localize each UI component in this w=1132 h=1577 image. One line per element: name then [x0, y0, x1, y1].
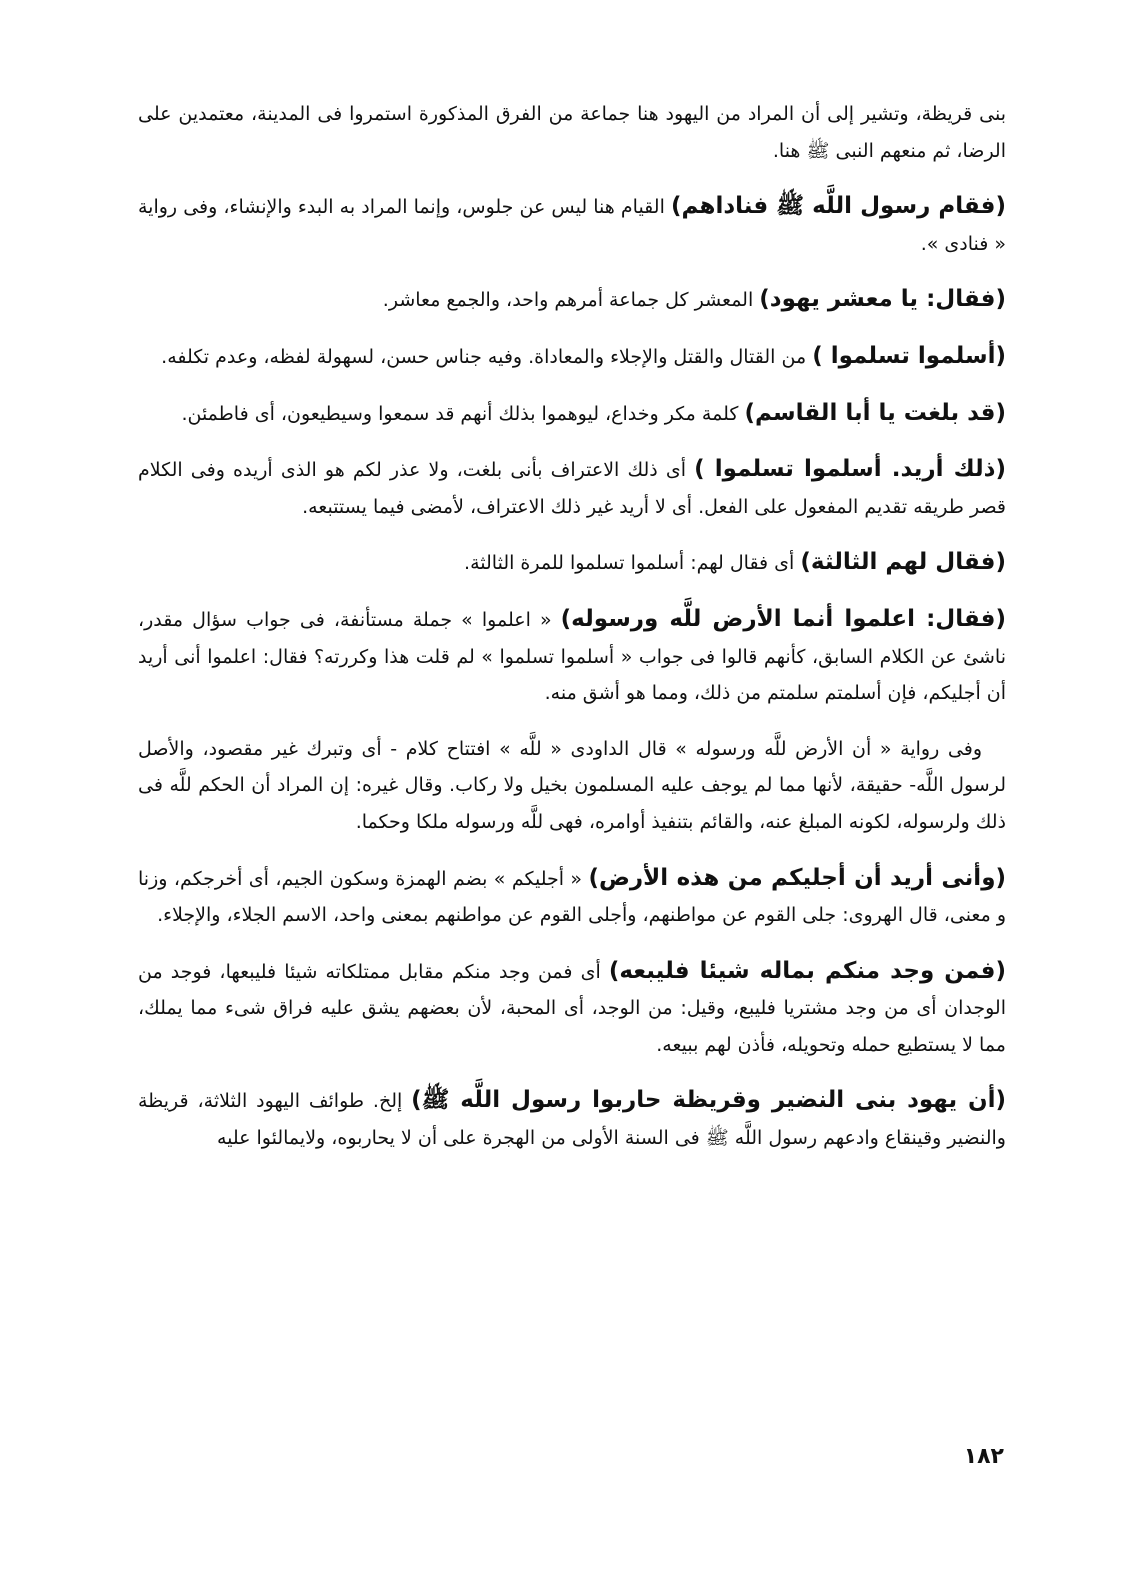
lemma-heading: (فقال لهم الثالثة) [800, 549, 1006, 576]
paragraph-11 [138, 953, 1006, 1064]
paragraph-6 [138, 451, 1006, 525]
paragraph-text: أى فقال لهم: أسلموا تسلموا للمرة الثالثة. [464, 552, 801, 575]
paragraph-text: كلمة مكر وخداع، ليوهموا بذلك أنهم قد سمعوا وسيطيعون، أى فاطمئن. [181, 402, 745, 425]
lemma-heading: (أسلموا تسلموا ) [812, 342, 1006, 369]
paragraph-9 [138, 731, 1006, 841]
paragraph-text: « اعلموا » جملة مستأنفة، فى جواب سؤال مقدر، ناشئ عن الكلام السابق، كأنهم قالوا فى جواب « أسلموا تسلموا » لم قلت هذا وكررته؟ فقال: اعلموا أنى أريد أن أجليكم، فإن أسلمتم سلمتم من ذلك، ومما هو أشق منه. [138, 608, 1006, 705]
paragraph-text: أى ذلك الاعتراف بأنى بلغت، ولا عذر لكم هو الذى أريده وفى الكلام قصر طريقه تقديم المفعول على الفعل. أى لا أريد غير ذلك الاعتراف، لأمضى فيما يستتبعه. [138, 459, 1006, 518]
paragraph-1 [138, 96, 1006, 169]
lemma-heading: (ذلك أريد. أسلموا تسلموا ) [694, 456, 1006, 483]
paragraph-10 [138, 860, 1006, 934]
lemma-heading: (فقال: يا معشر يهود) [759, 286, 1006, 313]
lemma-heading: (قد بلغت يا أبا القاسم) [744, 399, 1006, 426]
lemma-heading: (وأنى أريد أن أجليكم من هذه الأرض) [588, 864, 1006, 891]
paragraph-text: القيام هنا ليس عن جلوس، وإنما المراد به البدء والإنشاء، وفى رواية « فنادى ». [138, 196, 1006, 255]
paragraph-text: وفى رواية « أن الأرض للَّه ورسوله » قال الداودى « للَّه » افتتاح كلام - أى وتبرك غير مقصود، والأصل لرسول اللَّه- حقيقة، لأنها مما لم يوجف عليه المسلمون بخيل ولا ركاب. وقال غيره: إن المراد أن الحكم للَّه فى ذلك ولرسوله، لكونه المبلغ عنه، والقائم بتنفيذ أوامره، فهى للَّه ورسوله ملكا وحكما. [138, 737, 1006, 833]
lemma-heading: (فقال: اعلموا أنما الأرض للَّه ورسوله) [560, 605, 1006, 632]
lemma-heading: (فمن وجد منكم بماله شيئا فليبعه) [608, 957, 1006, 984]
lemma-heading: (فقام رسول اللَّه ﷺ فناداهم) [670, 193, 1006, 220]
paragraph-7 [138, 544, 1006, 582]
paragraph-text: « أجليكم » بضم الهمزة وسكون الجيم، أى أخرجكم، وزنا و معنى، قال الهروى: جلى القوم عن مواطنهم، وأجلى القوم عن مواطنهم بمعنى واحد، الاسم الجلاء، والإجلاء. [138, 867, 1006, 927]
paragraph-text: بنى قريظة، وتشير إلى أن المراد من اليهود هنا جماعة من الفرق المذكورة استمروا فى المدينة، معتمدين على الرضا، ثم منعهم النبى ﷺ هنا. [138, 103, 1006, 162]
paragraph-text: إلخ. طوائف اليهود الثلاثة، قريظة والنضير وقينقاع وادعهم رسول اللَّه ﷺ فى السنة الأولى من الهجرة على أن لا يحاربوه، ولايمالئوا عليه [138, 1090, 1006, 1150]
page-number: ١٨٢ [963, 1444, 1004, 1469]
paragraph-text: المعشر كل جماعة أمرهم واحد، والجمع معاشر. [382, 289, 760, 312]
paragraph-5 [138, 395, 1006, 433]
body-text [138, 96, 1006, 1176]
lemma-heading: (أن يهود بنى النضير وقريظة حاربوا رسول اللَّه ﷺ) [411, 1087, 1007, 1114]
paragraph-2 [138, 188, 1006, 262]
paragraph-12 [138, 1082, 1006, 1156]
paragraph-3 [138, 281, 1006, 319]
paragraph-8 [138, 601, 1006, 712]
paragraph-text: من القتال والقتل والإجلاء والمعاداة. وفيه جناس حسن، لسهولة لفظه، وعدم تكلفه. [161, 345, 813, 368]
paragraph-text: أى فمن وجد منكم مقابل ممتلكاته شيئا فليبعها، فوجد من الوجدان أى من وجد مشتريا فليبع، وقيل: من الوجد، أى المحبة، لأن بعضهم يشق عليه فراق شىء مما يملك، مما لا يستطيع حمله وتحويله، فأذن لهم ببيعه. [138, 960, 1006, 1056]
paragraph-4 [138, 338, 1006, 376]
